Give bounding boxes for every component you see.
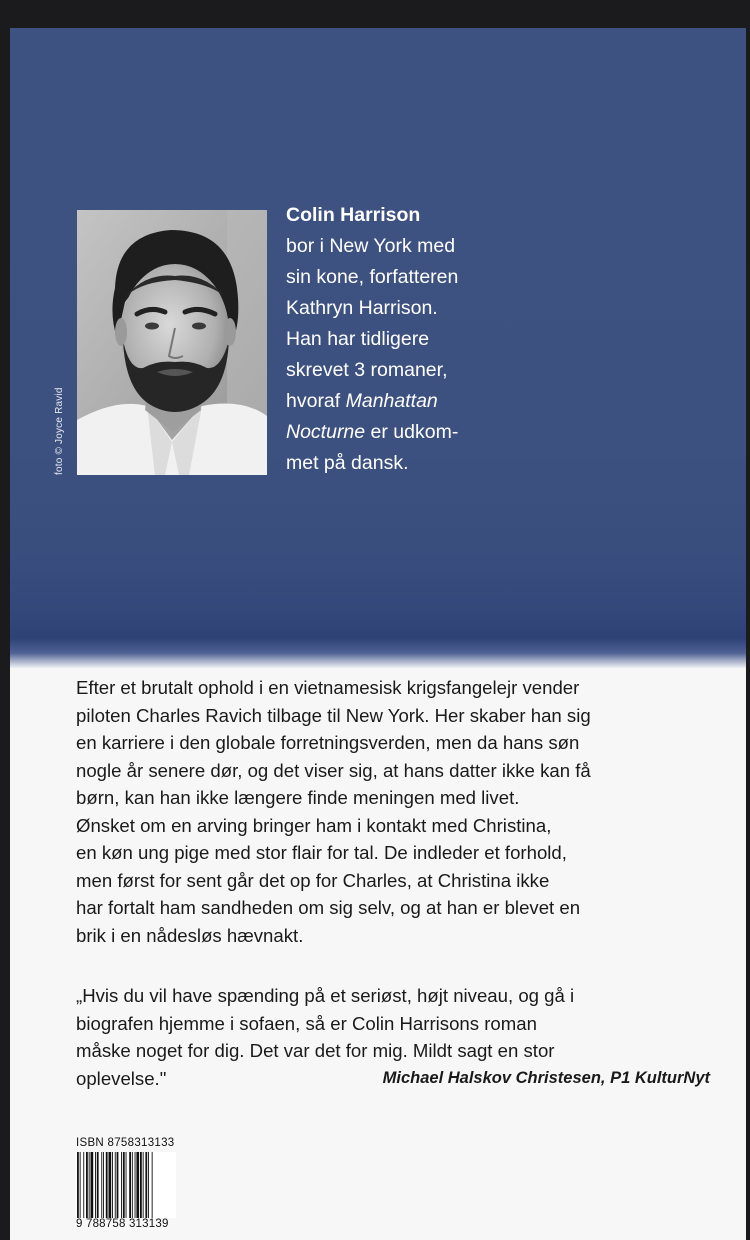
review-attribution: Michael Halskov Christesen, P1 KulturNyt [382, 1068, 710, 1087]
bio-line [286, 417, 536, 448]
author-name: Colin Harrison [286, 204, 421, 226]
synopsis-line: piloten Charles Ravich tilbage til New York. Her skaber han sig [76, 704, 591, 726]
review-text: oplevelse." [76, 1067, 167, 1089]
synopsis-line: nogle år senere dør, og det viser sig, at hans datter ikke kan få [76, 759, 591, 781]
barcode [76, 1152, 176, 1218]
synopsis-line: har fortalt ham sandheden om sig selv, og at han er blevet en [76, 897, 581, 918]
review-line [76, 1065, 716, 1093]
review-quote [76, 982, 716, 1092]
synopsis-line: børn, kan han ikke længere finde meningen med livet. [76, 787, 520, 808]
bio-line: Kathryn Harrison. [286, 297, 438, 319]
synopsis-line: Ønsket om en arving bringer ham i kontakt med Christina, [76, 814, 552, 836]
synopsis-line: men først for sent går det op for Charles, at Christina ikke [76, 869, 550, 891]
book-title-italic: Manhattan [345, 390, 438, 412]
bio-line: Han har tidligere [286, 328, 430, 350]
bio-line: met på dansk. [286, 452, 409, 474]
bio-line: sin kone, forfatteren [286, 266, 459, 288]
bio-line: skrevet 3 romaner, [286, 359, 448, 381]
review-line: måske noget for dig. Det var det for mig. Mildt sagt en stor [76, 1040, 555, 1061]
synopsis-line: Efter et brutalt ophold i en vietnamesisk krigsfangelejr vender [76, 677, 580, 698]
book-title-italic: Nocturne [286, 421, 366, 443]
photo-credit: foto © Joyce Ravid [54, 387, 65, 475]
isbn-label: ISBN 8758313133 [76, 1137, 175, 1149]
bio-line [286, 386, 536, 417]
review-line: „Hvis du vil have spænding på et seriøst, højt niveau, og gå i [76, 985, 575, 1006]
book-back-cover [10, 28, 746, 1240]
bio-line: bor i New York med [286, 235, 456, 257]
barcode-number: 9 788758 313139 [76, 1218, 169, 1230]
synopsis-line: en køn ung pige med stor flair for tal. De indleder et forhold, [76, 842, 567, 863]
synopsis [76, 674, 716, 949]
review-line: biografen hjemme i sofaen, så er Colin Harrisons roman [76, 1012, 537, 1034]
author-bio [286, 200, 536, 479]
bio-text: hvoraf [286, 390, 341, 412]
bio-text: er udkom- [365, 421, 459, 443]
synopsis-line: en karriere i den globale forretningsverden, men da hans søn [76, 732, 580, 753]
synopsis-line: brik i en nådesløs hævnakt. [76, 924, 304, 946]
author-photo [77, 210, 267, 475]
